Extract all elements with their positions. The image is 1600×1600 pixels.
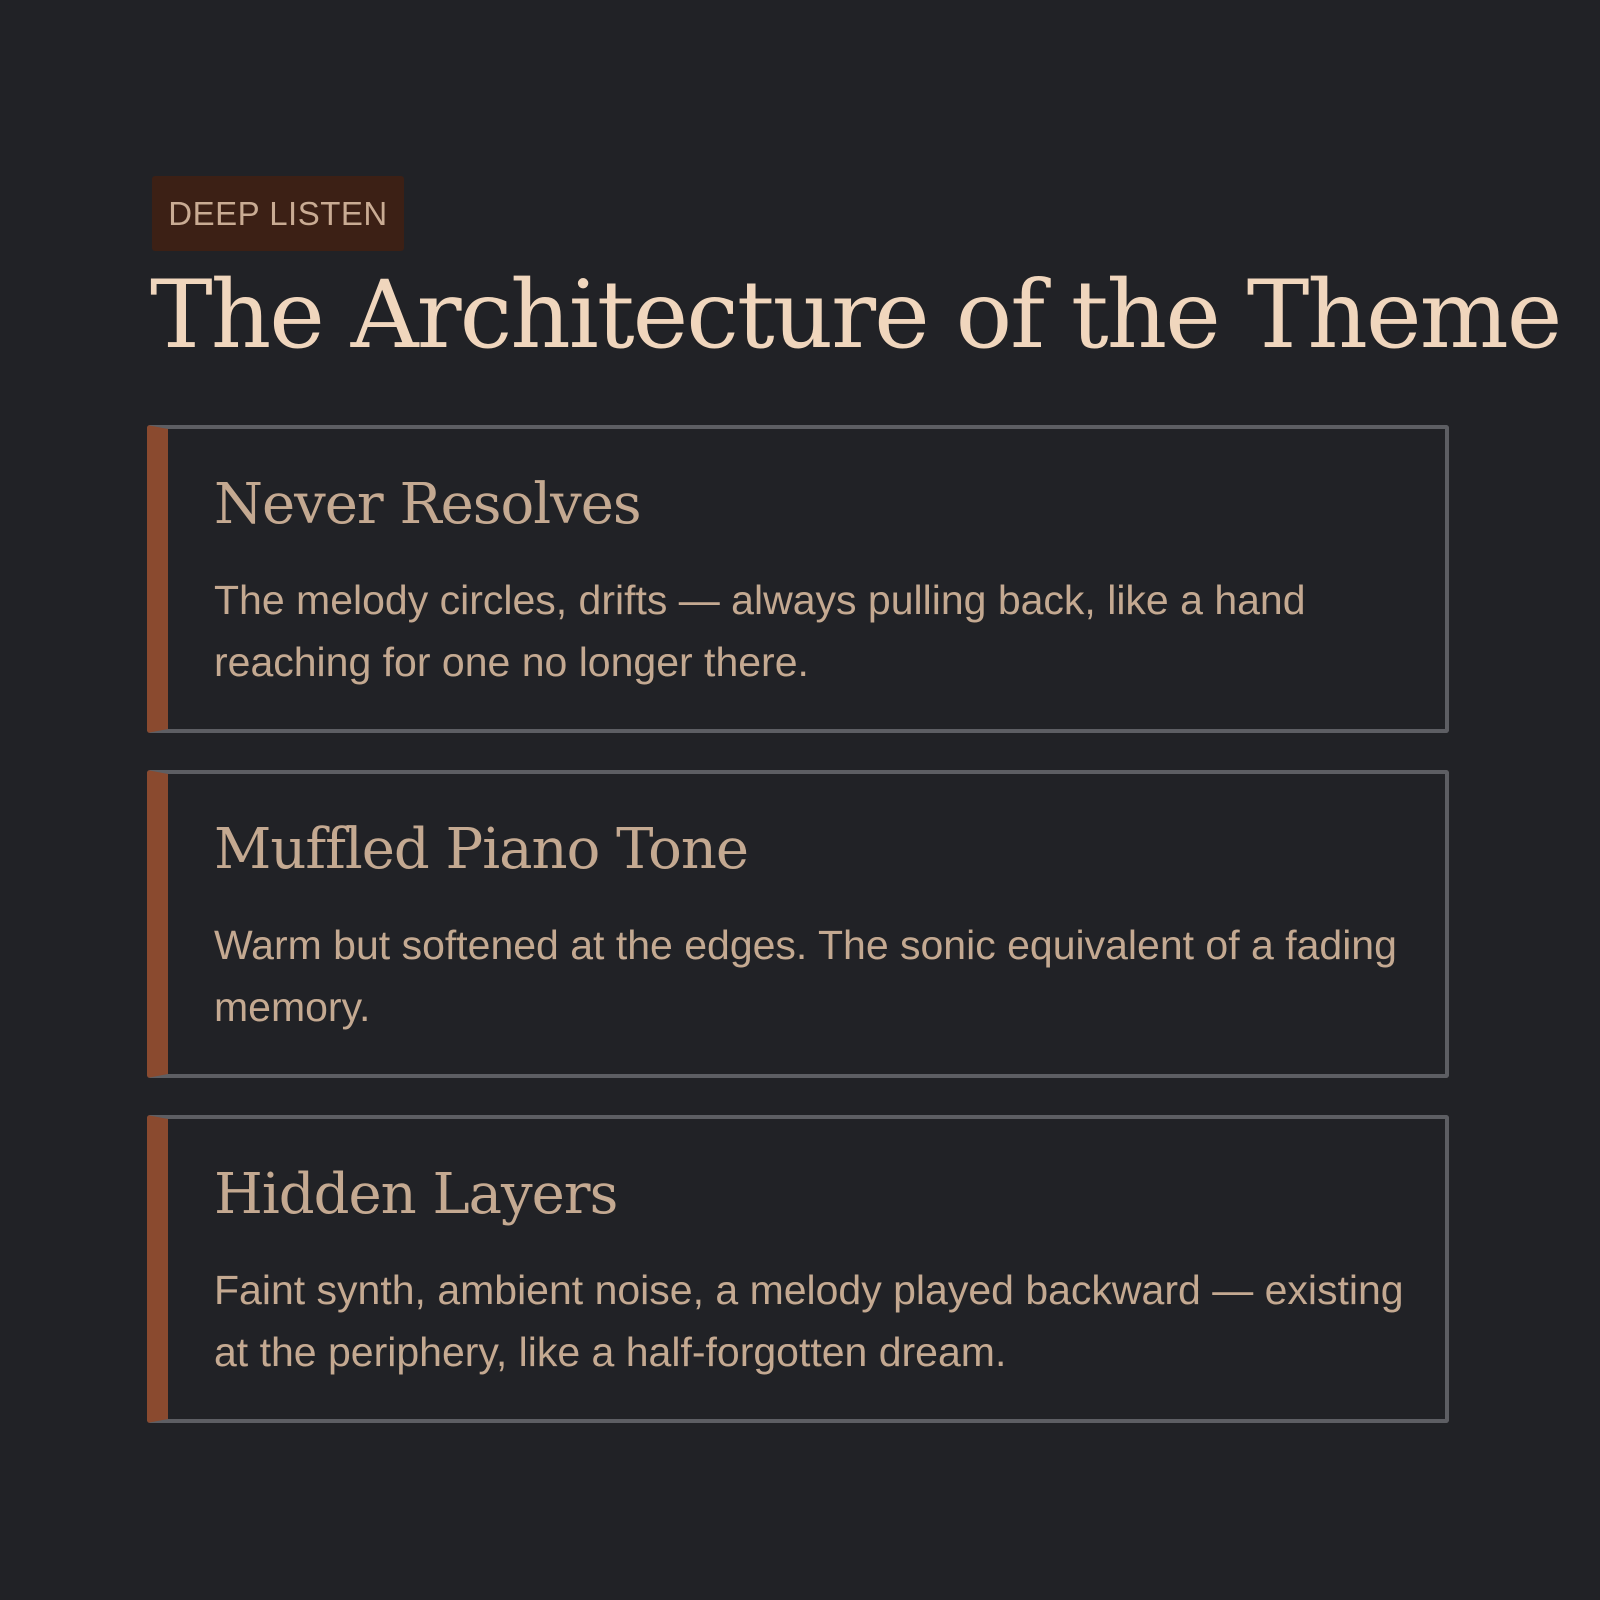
card-title: Never Resolves bbox=[214, 472, 641, 537]
category-tag: DEEP LISTEN bbox=[152, 176, 404, 251]
card-muffled-piano-tone bbox=[147, 770, 1449, 1078]
card-body: The melody circles, drifts — always pulling back, like a hand reaching for one no longer there. bbox=[214, 577, 1306, 685]
card-body: Faint synth, ambient noise, a melody played backward — existing at the periphery, like a half-forgotten dream. bbox=[214, 1267, 1404, 1375]
card-title: Hidden Layers bbox=[214, 1162, 618, 1227]
page-title: The Architecture of the Theme bbox=[150, 261, 1561, 370]
card-never-resolves bbox=[147, 425, 1449, 733]
card-body: Warm but softened at the edges. The sonic equivalent of a fading memory. bbox=[214, 922, 1397, 1030]
card-hidden-layers bbox=[147, 1115, 1449, 1423]
card-title: Muffled Piano Tone bbox=[214, 817, 749, 882]
